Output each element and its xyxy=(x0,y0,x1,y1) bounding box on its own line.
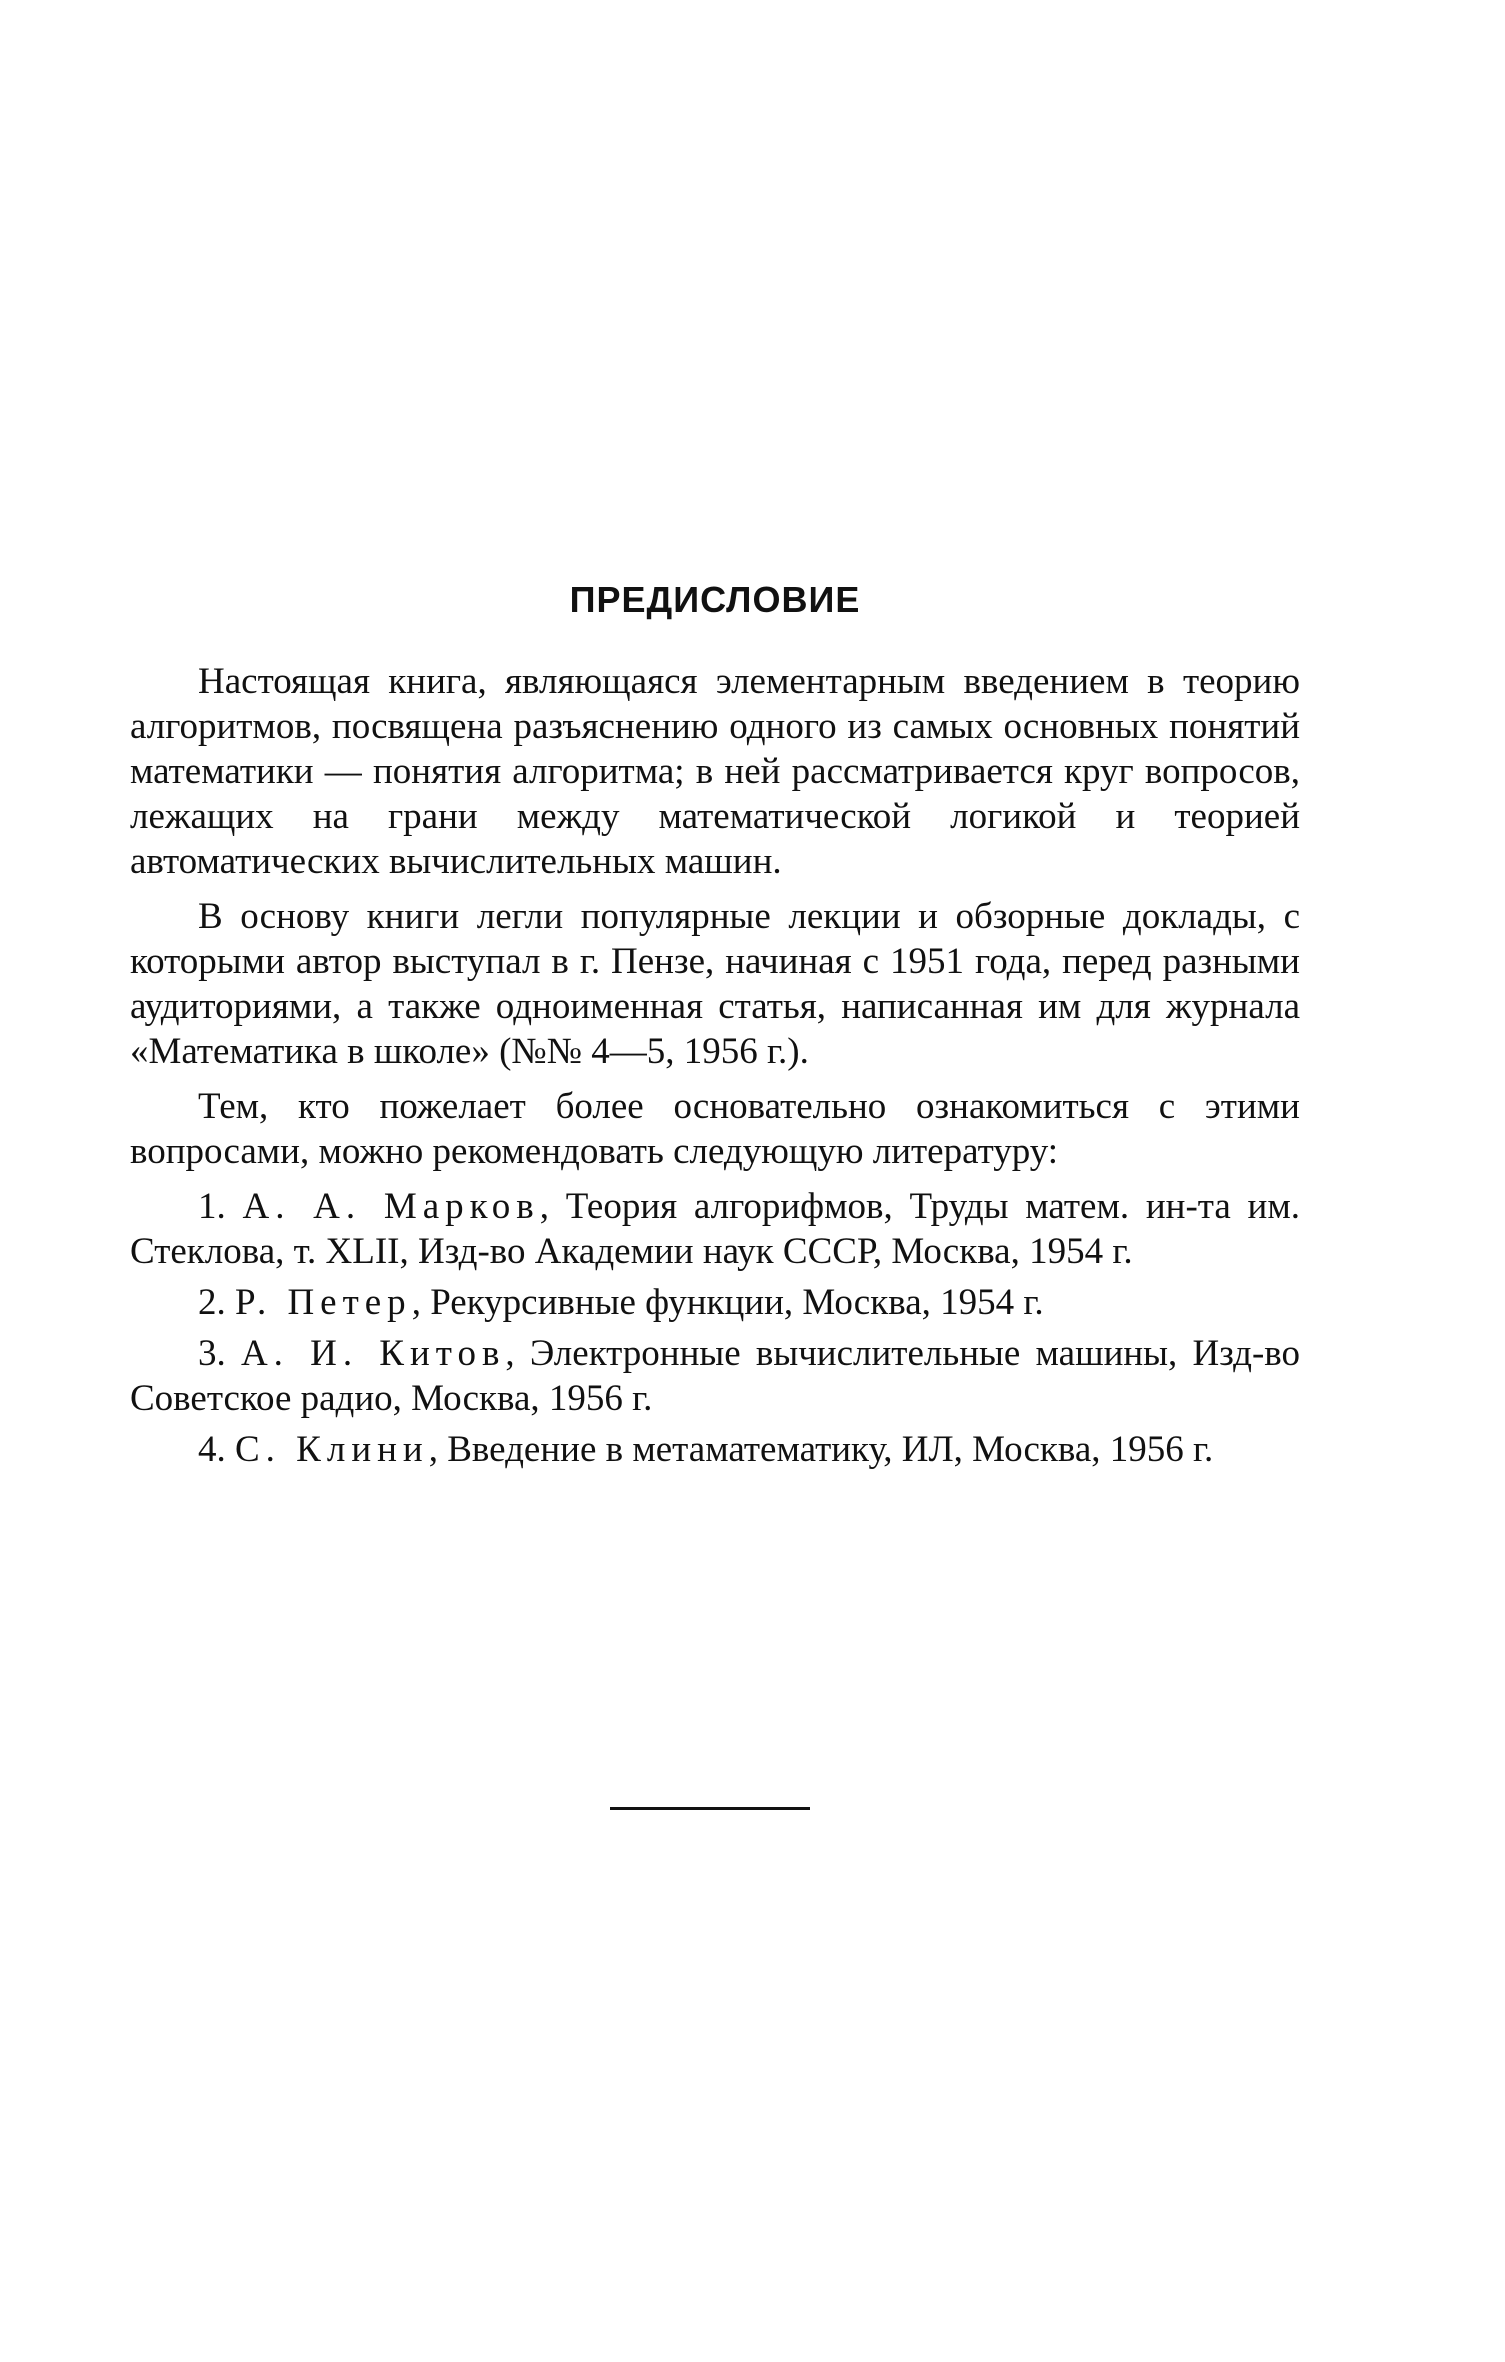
preface-section xyxy=(130,578,1300,1478)
paragraph-origin: В основу книги легли популярные лекции и обзорные доклады, с которыми автор выступал в г. Пензе, начиная с 1951 года, перед разными аудиториями, а также одноименная статья, написанная им для журнала «Математика в школе» (№№ 4—5, 1956 г.). xyxy=(130,896,1300,1073)
section-divider xyxy=(610,1807,810,1810)
reference-author: А. И. Китов xyxy=(240,1333,506,1375)
reference-author: Р. Петер xyxy=(235,1282,412,1324)
reference-item-3 xyxy=(130,1331,1300,1421)
paragraph-literature: Тем, кто пожелает более основательно ознакомиться с этими вопросами, можно рекомендовать следующую литературу: xyxy=(130,1086,1300,1173)
reference-title: , Электронные вычислительные машины, Изд-во Советское радио, Москва, 1956 г. xyxy=(130,1333,1301,1420)
reference-author: А. А. Марков xyxy=(242,1186,540,1228)
reference-author: С. Клини xyxy=(235,1429,429,1471)
reference-number: 2. xyxy=(198,1282,226,1324)
page-title: ПРЕДИСЛОВИЕ xyxy=(569,579,861,620)
reference-title: , Рекурсивные функции, Москва, 1954 г. xyxy=(411,1282,1044,1324)
reference-number: 4. xyxy=(198,1429,226,1471)
reference-number: 3. xyxy=(198,1333,226,1375)
reference-title: , Теория алгорифмов, Труды матем. ин-та им. Стеклова, т. XLII, Изд-во Академии наук СССР, Москва, 1954 г. xyxy=(130,1186,1300,1273)
reference-item-4 xyxy=(130,1427,1300,1472)
reference-title: , Введение в метаматематику, ИЛ, Москва, 1956 г. xyxy=(428,1429,1214,1471)
reference-item-1 xyxy=(130,1184,1300,1274)
reference-number: 1. xyxy=(198,1186,226,1228)
reference-item-2 xyxy=(130,1280,1300,1325)
paragraph-intro: Настоящая книга, являющаяся элементарным введением в теорию алгоритмов, посвящена разъяснению одного из самых основных понятий математики — понятия алгоритма; в ней рассматривается круг вопросов, лежащих на грани между математической логикой и теорией автоматических вычислительных машин. xyxy=(130,661,1300,883)
